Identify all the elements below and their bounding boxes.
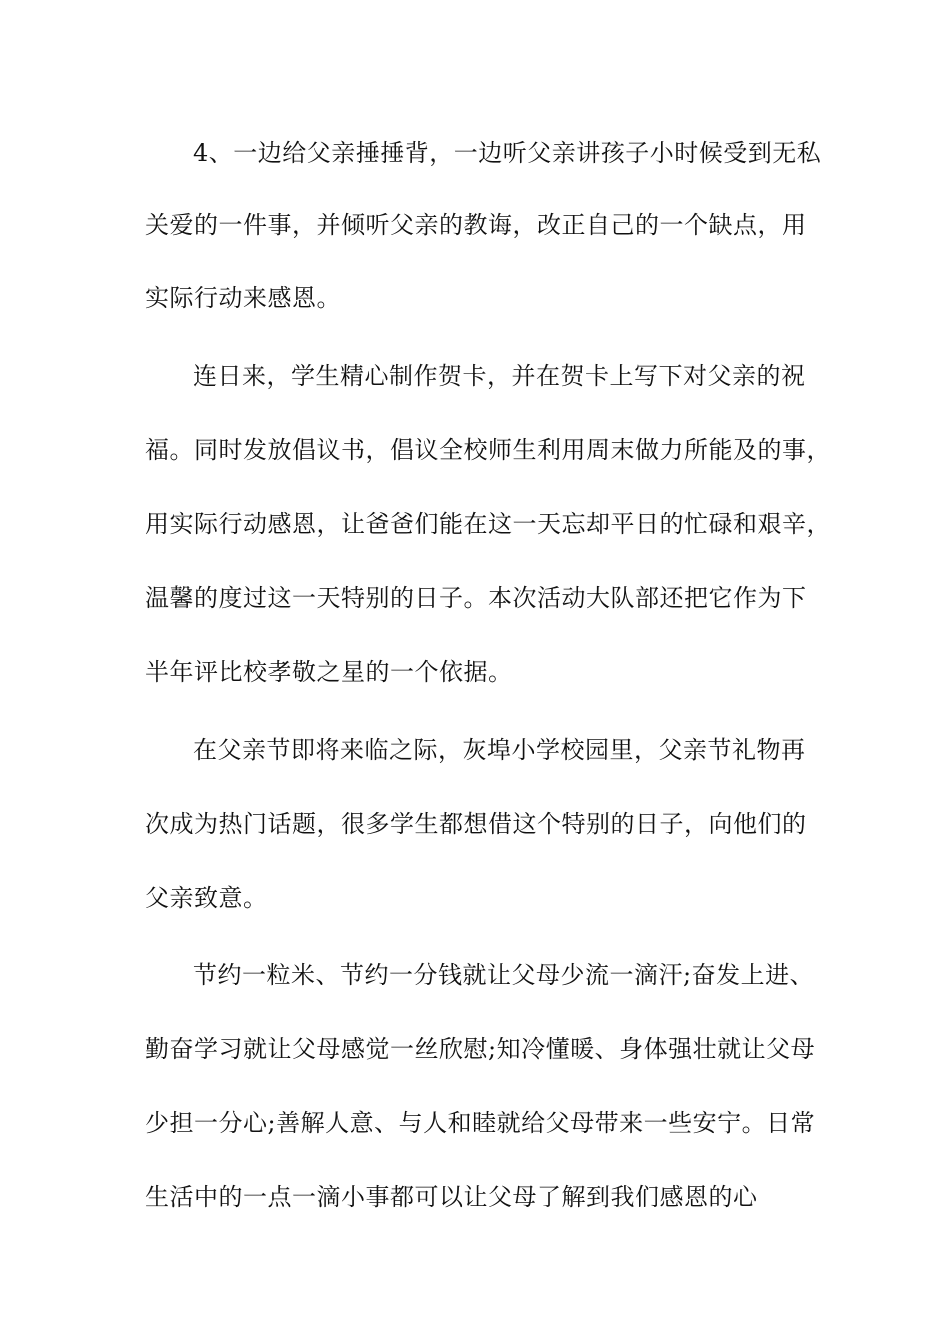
paragraph-2-line-5: 半年评比校孝敬之星的一个依据。 (145, 658, 513, 686)
paragraph-4-line-4: 生活中的一点一滴小事都可以让父母了解到我们感恩的心 (145, 1183, 758, 1211)
paragraph-2-line-1: 连日来，学生精心制作贺卡，并在贺卡上写下对父亲的祝 (193, 362, 806, 390)
paragraph-4-line-2: 勤奋学习就让父母感觉一丝欣慰;知冷懂暖、身体强壮就让父母 (145, 1035, 816, 1063)
paragraph-1-line-1: 4、一边给父亲捶捶背，一边听父亲讲孩子小时候受到无私 (193, 139, 822, 167)
paragraph-1-line-2: 关爱的一件事，并倾听父亲的教诲，改正自己的一个缺点，用 (145, 211, 807, 239)
paragraph-1-line-3: 实际行动来感恩。 (145, 284, 341, 312)
paragraph-2-line-4: 温馨的度过这一天特别的日子。本次活动大队部还把它作为下 (145, 584, 807, 612)
paragraph-3-line-3: 父亲致意。 (145, 884, 268, 912)
paragraph-3-line-1: 在父亲节即将来临之际，灰埠小学校园里，父亲节礼物再 (193, 736, 806, 764)
paragraph-2-line-2: 福。同时发放倡议书，倡议全校师生利用周末做力所能及的事， (145, 436, 831, 464)
paragraph-4-line-3: 少担一分心;善解人意、与人和睦就给父母带来一些安宁。日常 (145, 1109, 816, 1137)
paragraph-4-line-1: 节约一粒米、节约一分钱就让父母少流一滴汗;奋发上进、 (193, 961, 815, 989)
paragraph-2-line-3: 用实际行动感恩，让爸爸们能在这一天忘却平日的忙碌和艰辛， (145, 510, 831, 538)
paragraph-3-line-2: 次成为热门话题，很多学生都想借这个特别的日子，向他们的 (145, 810, 807, 838)
